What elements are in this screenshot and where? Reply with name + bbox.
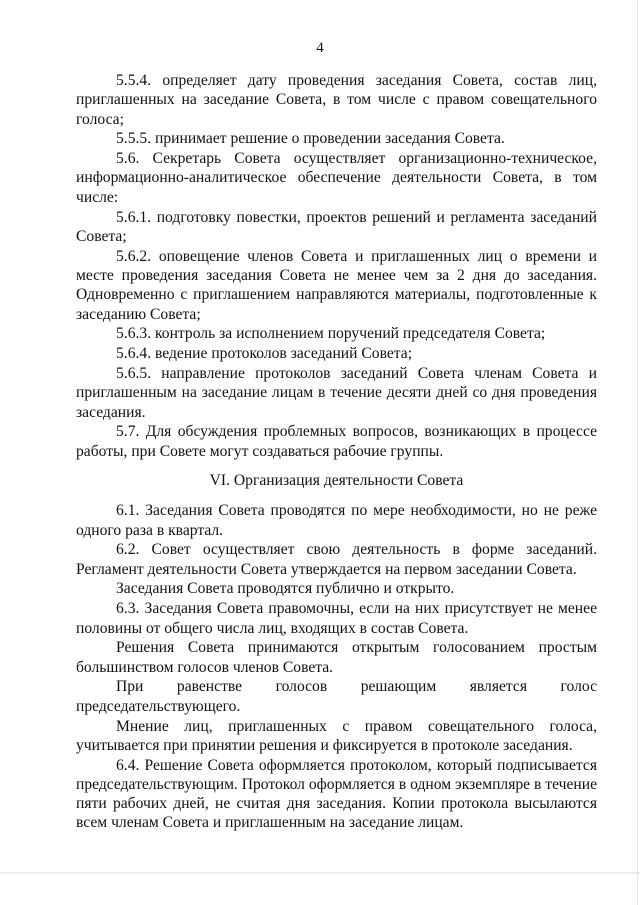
page-number: 4 [316, 40, 324, 56]
paragraph-6-4: 6.4. Решение Совета оформляется протоколом, который подписывается председательствующим. Протокол оформляется в одном экземпляре в течение пяти рабочих дней, не считая дня заседания. Копии протокола высылаются всем членам Совета и приглашенным на заседание лицам. [76, 756, 597, 832]
paragraph-decisions: Решения Совета принимаются открытым голосованием простым большинством голосов членов Совета. [76, 639, 597, 676]
paragraph-6-3: 6.3. Заседания Совета правомочны, если на них присутствует не менее половины от общего числа лиц, входящих в состав Совета. [76, 600, 597, 637]
paragraph-public-meetings: Заседания Совета проводятся публично и открыто. [116, 580, 455, 598]
paragraph-5-7: 5.7. Для обсуждения проблемных вопросов, возникающих в процессе работы, при Совете могут создаваться рабочие группы. [76, 423, 597, 460]
paragraph-5-6: 5.6. Секретарь Совета осуществляет организационно-техническое, информационно-аналитическое обеспечение деятельности Совета, в том числе: [76, 150, 597, 206]
paragraph-5-5-4: 5.5.4. определяет дату проведения заседания Совета, состав лиц, приглашенных на заседание Совета, в том числе с правом совещательного голоса; [76, 72, 597, 128]
paragraph-6-2: 6.2. Совет осуществляет свою деятельность в форме заседаний. Регламент деятельности Совета утверждается на первом заседании Совета. [76, 541, 597, 578]
document-body [76, 71, 597, 833]
paragraph-5-6-3: 5.6.3. контроль за исполнением поручений председателя Совета; [116, 325, 546, 343]
paragraph-5-6-1: 5.6.1. подготовку повестки, проектов решений и регламента заседаний Совета; [76, 208, 597, 245]
paragraph-5-5-5: 5.5.5. принимает решение о проведении заседания Совета. [116, 130, 505, 148]
paragraph-advisory-opinion: Мнение лиц, приглашенных с правом совещательного голоса, учитывается при принятии решения и фиксируется в протоколе заседания. [76, 717, 597, 754]
paragraph-5-6-4: 5.6.4. ведение протоколов заседаний Совета; [116, 345, 413, 363]
section-heading: VI. Организация деятельности Совета [209, 471, 464, 489]
paragraph-5-6-2: 5.6.2. оповещение членов Совета и приглашенных лиц о времени и месте проведения заседания Совета не менее чем за 2 дня до заседания. Одновременно с приглашением направляются материалы, подготовленные к заседанию Совета; [76, 247, 597, 323]
paragraph-6-1: 6.1. Заседания Совета проводятся по мере необходимости, но не реже одного раза в квартал. [76, 502, 597, 539]
paragraph-tie-vote: При равенстве голосов решающим является голос председательствующего. [76, 678, 597, 715]
paragraph-5-6-5: 5.6.5. направление протоколов заседаний Совета членам Совета и приглашенным на заседание лицам в течение десяти дней со дня проведения заседания. [76, 364, 597, 421]
scan-right-edge [637, 0, 638, 905]
scan-bottom-edge [0, 872, 640, 874]
